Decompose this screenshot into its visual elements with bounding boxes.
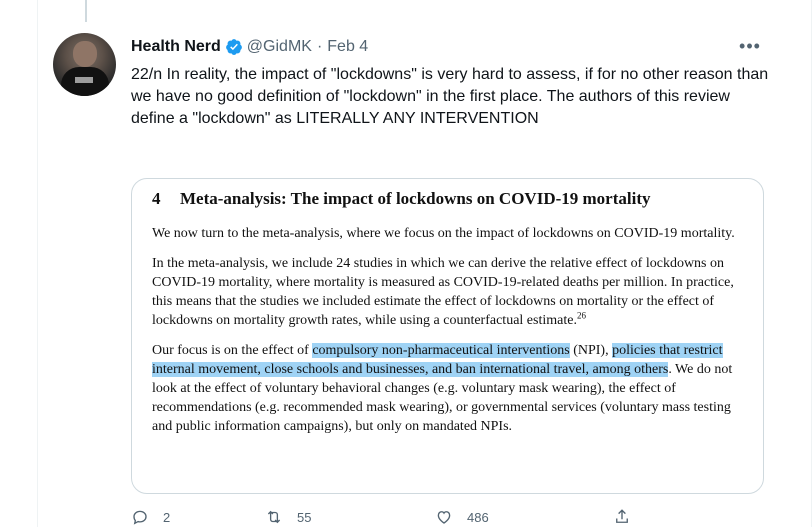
like-count: 486 [467,509,489,525]
tweet-body-text: 22/n In reality, the impact of "lockdowns" is very hard to assess, if for no other reason than we have no good definition of "lockdown" in the first place. The authors of this review define a "lockdown" as LITERALLY ANY INTERVENTION [131,66,773,127]
separator-dot: · [316,38,323,55]
paper-paragraph-2 [152,254,752,330]
share-button[interactable] [613,508,631,526]
para3-before: Our focus is on the effect of [152,343,313,358]
tweet-image[interactable] [131,178,764,494]
highlight-policies: policies that restrict internal movement, close schools and businesses, and ban international travel, among others [152,343,723,377]
reply-icon [131,508,149,526]
timeline-left-border [37,0,38,527]
highlight-npi: compulsory non-pharmaceutical interventions [312,343,570,358]
reply-button[interactable] [131,508,265,526]
paper-section-heading [152,187,752,211]
section-number: 4 [152,189,161,208]
paper-paragraph-3 [152,341,752,436]
verified-badge-icon [225,38,243,56]
paper-excerpt [152,187,752,447]
thread-connector-line [85,0,87,22]
retweet-icon [265,508,283,526]
paper-paragraph-2-text: In the meta-analysis, we include 24 studies in which we can derive the relative effect of lockdowns on COVID-19 mortality, where mortality is measured as COVID-19-related deaths per million. In practice, this means that the studies we included estimate the effect of lockdowns on mortality or the effect of lockdowns on mortality growth rates, while using a counterfactual estimate. [152,256,734,328]
like-icon [435,508,453,526]
avatar-face [73,41,97,67]
section-title: Meta-analysis: The impact of lockdowns on COVID-19 mortality [180,189,651,208]
retweet-count: 55 [297,509,312,525]
reply-count: 2 [163,509,171,525]
avatar[interactable] [53,33,116,96]
display-name[interactable]: Health Nerd [131,38,221,55]
paper-paragraph-1: We now turn to the meta-analysis, where we focus on the impact of lockdowns on COVID-19 mortality. [152,226,735,241]
retweet-button[interactable] [265,508,435,526]
tweet-date[interactable]: Feb 4 [327,38,369,55]
avatar-shirt-print [75,77,93,83]
para3-mid: (NPI), [569,343,613,358]
like-button[interactable] [435,508,613,526]
tweet-header [131,37,368,57]
share-icon [613,508,631,526]
para3-after: . We do not look at the effect of voluntary behavioral changes (e.g. voluntary mask wearing), the effect of recommendations (e.g. recommended mask wearing), or governmental services (voluntary mass testing and public information campaigns), but only on mandated NPIs. [152,362,733,434]
user-handle[interactable]: @GidMK [246,38,312,55]
more-options-icon[interactable]: ••• [739,35,761,56]
footnote-marker: 26 [576,310,586,321]
tweet-action-bar [131,507,651,527]
